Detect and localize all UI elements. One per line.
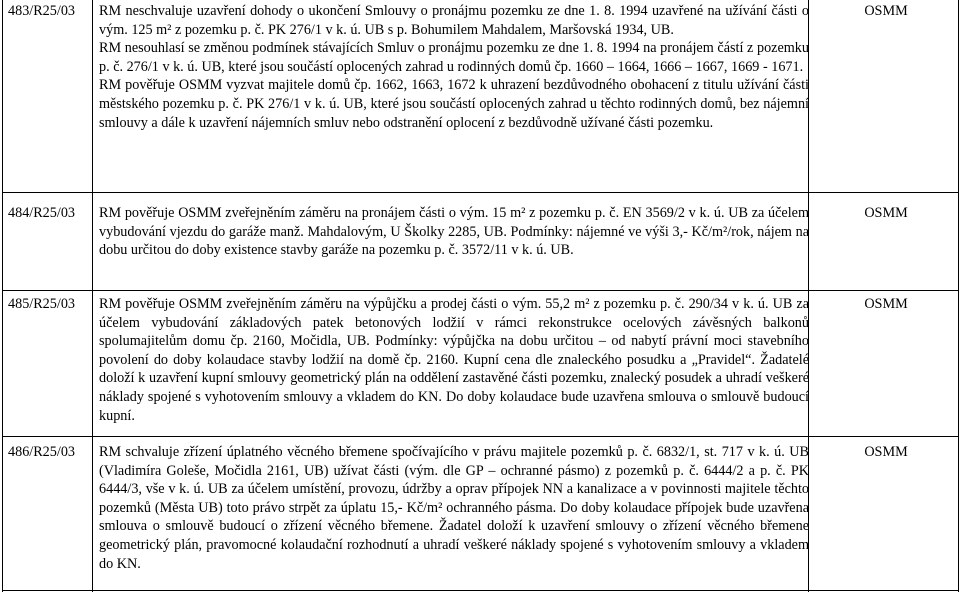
- resolution-number: 485/R25/03: [8, 296, 76, 312]
- table-bottom-border: [2, 590, 959, 591]
- resolution-text: [99, 295, 809, 425]
- table-left-border: [2, 0, 3, 592]
- resolution-paragraph: RM schvaluje zřízení úplatného věcného břemene spočívajícího v právu majitele pozemků p. č. 6832/1, st. 717 v k. ú. UB (Vladimíra Goleše, Močidla 2161, UB) užívat části (vým. dle GP – ochranné pásmo) z pozemků p. č. 6444/2 a p. č. PK 6444/3, vše v k. ú. UB za účelem umístění, provozu, údržby a oprav přípojek NN a kanalizace a v povinnosti majitele těchto pozemků (Města UB) toto právo strpět za úplatu 15,- Kč/m² ochranného pásma. Do doby kolaudace přípojek bude uzavřena smlouva o smlouvě budoucí o zřízení věcného břemene. Žadatel doloží k uzavření smlouvy o zřízení věcného břemene geometrický plán, pravomocné kolaudační rozhodnutí a uhradí veškeré náklady spojené s vyhotovením smlouvy a vkladem do KN.: [99, 444, 809, 572]
- responsible-department: OSMM: [864, 3, 908, 19]
- responsible-department: OSMM: [864, 205, 908, 221]
- row-divider-3: [2, 436, 959, 437]
- row-divider-1: [2, 192, 959, 193]
- row-divider-2: [2, 290, 959, 291]
- resolution-text: [99, 204, 809, 260]
- responsible-department: OSMM: [864, 444, 908, 460]
- resolution-number: 484/R25/03: [8, 205, 76, 221]
- resolution-paragraph: RM pověřuje OSMM zveřejněním záměru na pronájem části o vým. 15 m² z pozemku p. č. EN 3569/2 v k. ú. UB za účelem vybudování vjezdu do garáže manž. Mahdalovým, U Školky 2285, UB. Podmínky: nájemné ve výši 3,- Kč/m²/rok, nájem na dobu určitou do doby existence stavby garáže na pozemku p. č. 3572/11 v k. ú. UB.: [99, 205, 809, 259]
- resolution-number: 486/R25/03: [8, 444, 76, 460]
- responsible-department: OSMM: [864, 296, 908, 312]
- resolution-number: 483/R25/03: [8, 3, 76, 19]
- resolution-text: [99, 443, 809, 573]
- resolution-paragraph: RM nesouhlasí se změnou podmínek stávajících Smluv o pronájmu pozemku ze dne 1. 8. 1994 na pronájem částí z pozemku p. č. 276/1 v k. ú. UB, které jsou součástí oplocených zahrad u rodinných domů čp. 1660 – 1664, 1666 – 1667, 1669 - 1671.: [99, 40, 809, 75]
- resolution-text: [99, 2, 809, 132]
- resolution-paragraph: RM neschvaluje uzavření dohody o ukončení Smlouvy o pronájmu pozemku ze dne 1. 8. 1994 uzavřené na užívání části o vým. 125 m² z pozemku p. č. PK 276/1 v k. ú. UB s p. Bohumilem Mahdalem, Maršovská 1934, UB.: [99, 3, 809, 38]
- resolution-paragraph: RM pověřuje OSMM vyzvat majitele domů čp. 1662, 1663, 1672 k uhrazení bezdůvodného obohacení z titulu užívání části městského pozemku p. č. PK 276/1 v k. ú. UB, které jsou součástí oplocených zahrad u těchto rodinných domů, bez nájemní smlouvy a dále k uzavření nájemních smluv nebo odstranění oplocení z bezdůvodně užívané části pozemku.: [99, 77, 809, 131]
- resolution-paragraph: RM pověřuje OSMM zveřejněním záměru na výpůjčku a prodej části o vým. 55,2 m² z pozemku p. č. 290/34 v k. ú. UB za účelem vybudování základových patek betonových lodžií v rámci rekonstrukce ocelových závěsných balkonů spolumajitelům domu čp. 2160, Močidla, UB. Podmínky: výpůjčka na dobu určitou – od nabytí právní moci stavebního povolení do doby kolaudace stavby lodžií na domě čp. 2160. Kupní cena dle znaleckého posudku a „Pravidel“. Žadatelé doloží k uzavření kupní smlouvy geometrický plán na oddělení zastavěné části pozemku, znalecký posudek a uhradí veškeré náklady spojené s vyhotovením smlouvy a vkladem do KN. Do doby kolaudace bude uzavřena smlouva o smlouvě budoucí kupní.: [99, 296, 809, 424]
